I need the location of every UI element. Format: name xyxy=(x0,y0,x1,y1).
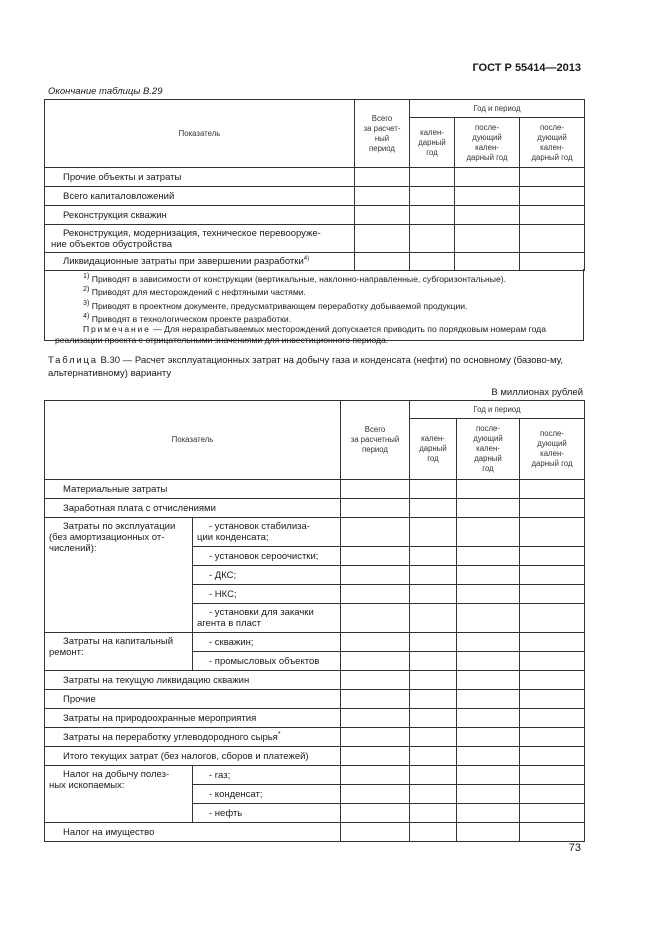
table-row: Налог на имущество xyxy=(45,823,341,842)
header-total: Всего за расчет- ный период xyxy=(355,100,410,168)
table-row: - газ; xyxy=(193,766,341,785)
header-last-year: после- дующий кален- дарный год xyxy=(457,419,520,480)
header-next-year: после- дующий кален- дарный год xyxy=(520,419,585,480)
table-row: Всего капиталовложений xyxy=(45,187,355,206)
table-row: Реконструкция скважин xyxy=(45,206,355,225)
row-group-capital-repair: Затраты на капитальный ремонт: xyxy=(45,633,193,671)
table-row: - установок стабилиза- ции конденсата; xyxy=(193,518,341,547)
table-row: Реконструкция, модернизация, техническое перевооруже- ние объектов обустройства xyxy=(45,225,355,253)
table-row: - промысловых объектов xyxy=(193,652,341,671)
table-row: Итого текущих затрат (без налогов, сборов и платежей) xyxy=(45,747,341,766)
header-indicator: Показатель xyxy=(45,100,355,168)
table-row: Ликвидационные затраты при завершении разработки$^{4)}$ xyxy=(45,253,355,271)
table-row: Прочие xyxy=(45,690,341,709)
footnote-1: $^{1)}$ Приводят в зависимости от конструкции (вертикальные, наклонно-направленные, субгоризонтальные). xyxy=(83,272,507,284)
table-row: - установок сероочистки; xyxy=(193,547,341,566)
table-row: - нефть xyxy=(193,804,341,823)
table-row: - ДКС; xyxy=(193,566,341,585)
table-b30 xyxy=(44,400,585,842)
table-row: Затраты на переработку углеводородного сырья* xyxy=(45,728,341,747)
row-group-mineral-tax: Налог на добычу полез- ных ископаемых: xyxy=(45,766,193,823)
footnote-4: $^{4)}$ Приводят в технологическом проекте разработки. xyxy=(83,312,292,324)
table-footnotes xyxy=(44,269,584,345)
header-calendar-year: кален- дарный год xyxy=(410,419,457,480)
table-row: - конденсат; xyxy=(193,785,341,804)
table-row: Затраты на природоохранные мероприятия xyxy=(45,709,341,728)
header-next-year: после- дующий кален- дарный год xyxy=(520,118,585,168)
table-unit: В миллионах рублей xyxy=(491,387,583,398)
table-note: Примечание — Для неразрабатываемых месторождений допускается приводить по порядковым номерам года реализации проекта с отрицательными значениями для инвестиционного периода. xyxy=(55,324,546,345)
header-year-period: Год и период xyxy=(410,401,585,419)
table-row: - НКС; xyxy=(193,585,341,604)
table-row: - установки для закачки агента в пласт xyxy=(193,604,341,633)
header-indicator: Показатель xyxy=(45,401,341,480)
footnote-2: $^{2)}$ Приводят для месторождений с нефтяными частями. xyxy=(83,285,306,298)
header-total: Всего за расчетный период xyxy=(341,401,410,480)
table-row: - скважин; xyxy=(193,633,341,652)
footnote-3: $^{3)}$ Приводят в проектном документе, предусматривающем переработку добываемой продукции. xyxy=(83,298,468,311)
table-b29 xyxy=(44,99,585,271)
standard-designation: ГОСТ Р 55414—2013 xyxy=(472,62,581,74)
table-row: Материальные затраты xyxy=(45,480,341,499)
table-row: Прочие объекты и затраты xyxy=(45,168,355,187)
header-year-period: Год и период xyxy=(410,100,585,118)
header-calendar-year: кален- дарный год xyxy=(410,118,455,168)
table-continuation-caption: Окончание таблицы В.29 xyxy=(48,86,163,97)
table-b30-caption: Таблица В.30 — Расчет эксплуатационных затрат на добычу газа и конденсата (нефти) по основному (базово-му, альтернативному) варианту xyxy=(48,355,564,379)
page-number: 73 xyxy=(568,842,581,854)
table-row: Заработная плата с отчислениями xyxy=(45,499,341,518)
header-last-year: после- дующий кален- дарный год xyxy=(455,118,520,168)
row-group-operation: Затраты по эксплуатации (без амортизационных от- числений): xyxy=(45,518,193,633)
table-row: Затраты на текущую ликвидацию скважин xyxy=(45,671,341,690)
